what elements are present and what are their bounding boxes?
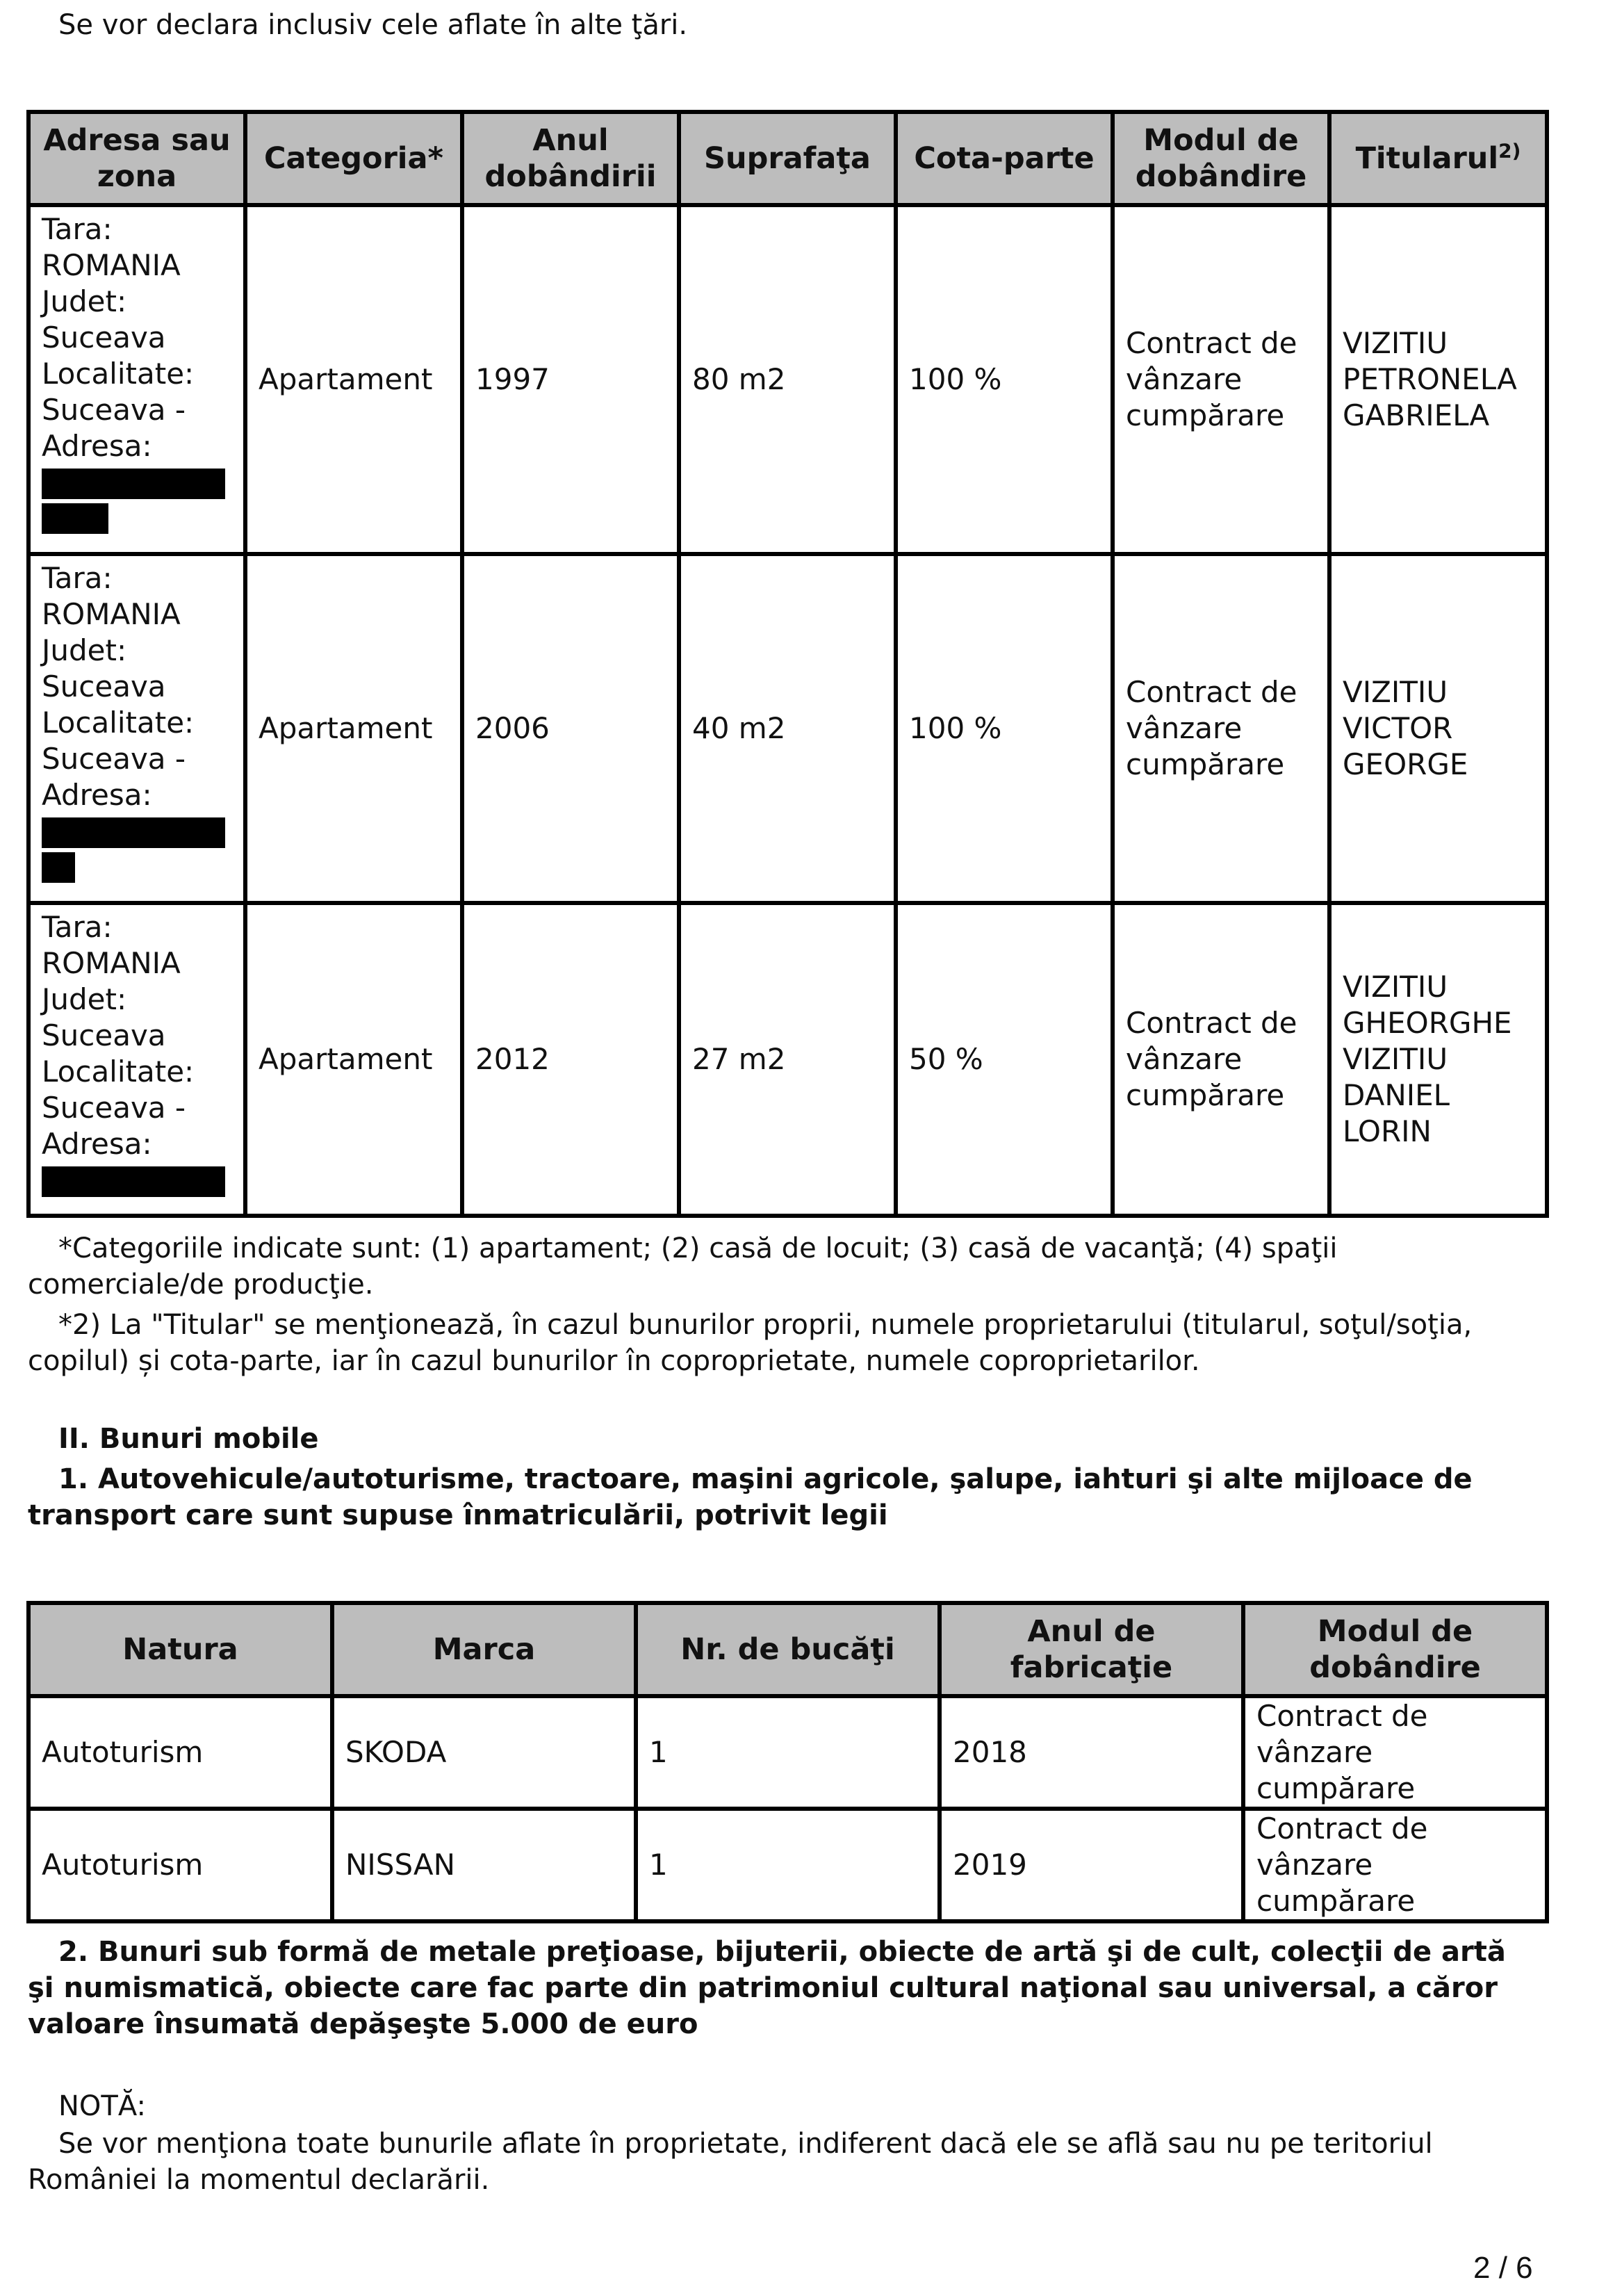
address-line: Suceava bbox=[42, 320, 166, 355]
address-line: Adresa: bbox=[42, 429, 152, 463]
vehicles-header-row bbox=[28, 1603, 1547, 1696]
year-cell: 2012 bbox=[462, 903, 679, 1216]
owner-cell: VIZITIU PETRONELA GABRIELA bbox=[1329, 205, 1547, 554]
category-cell: Apartament bbox=[245, 903, 462, 1216]
header-owner-label: Titularul bbox=[1355, 141, 1499, 176]
redaction-bar bbox=[42, 503, 108, 534]
owner-cell: VIZITIU VICTOR GEORGE bbox=[1329, 554, 1547, 903]
address-line: Tara: bbox=[42, 910, 113, 944]
header-nature: Natura bbox=[28, 1603, 332, 1696]
vehicles-table bbox=[26, 1601, 1549, 1923]
brand-cell: NISSAN bbox=[332, 1809, 636, 1921]
area-cell: 27 m2 bbox=[679, 903, 896, 1216]
footnote-owner: *2) La "Titular" se menţionează, în cazul bunurilor proprii, numele proprietarului (titularul, soţul/soţia, copilul) și cota-parte, iar în cazul bunurilor în coproprietate, numele coproprietarilor. bbox=[28, 1309, 1473, 1377]
category-cell: Apartament bbox=[245, 554, 462, 903]
header-owner bbox=[1329, 112, 1547, 205]
redaction-bar bbox=[42, 817, 225, 848]
acquisition-mode-cell: Contract de vânzare cumpărare bbox=[1243, 1809, 1547, 1921]
fabrication-year-cell: 2018 bbox=[940, 1696, 1243, 1809]
mode-cell: Contract de vânzare cumpărare bbox=[1113, 205, 1329, 554]
footnote-categories: *Categoriile indicate sunt: (1) apartament; (2) casă de locuit; (3) casă de vacanţă; (4) spaţii comerciale/de producţie. bbox=[28, 1232, 1338, 1301]
nota-text: Se vor menţiona toate bunurile aflate în proprietate, indiferent dacă ele se află sau nu pe teritoriul României la momentul declarării. bbox=[28, 2128, 1433, 2196]
header-address: Adresa sau zona bbox=[28, 112, 245, 205]
count-cell: 1 bbox=[636, 1809, 940, 1921]
nature-cell: Autoturism bbox=[28, 1696, 332, 1809]
header-acquisition-mode: Modul de dobândire bbox=[1243, 1603, 1547, 1696]
section-2-title: II. Bunuri mobile bbox=[58, 1423, 319, 1455]
address-line: Localitate: bbox=[42, 1055, 195, 1089]
section-2-1-title: 1. Autovehicule/autoturisme, tractoare, maşini agricole, şalupe, iahturi şi alte mijloace de transport care sunt supuse înmatriculării, potrivit legii bbox=[28, 1463, 1473, 1531]
address-line: Localitate: bbox=[42, 706, 195, 740]
address-line: Adresa: bbox=[42, 1127, 152, 1161]
redaction-bar bbox=[42, 852, 75, 883]
real-estate-table bbox=[26, 110, 1549, 1218]
area-cell: 40 m2 bbox=[679, 554, 896, 903]
address-cell bbox=[28, 554, 245, 903]
share-cell: 100 % bbox=[896, 554, 1113, 903]
mode-cell: Contract de vânzare cumpărare bbox=[1113, 554, 1329, 903]
table-row bbox=[28, 903, 1547, 1216]
address-line: Localitate: bbox=[42, 357, 195, 391]
address-cell bbox=[28, 903, 245, 1216]
section-2-2-title: 2. Bunuri sub formă de metale preţioase, bijuterii, obiecte de artă şi de cult, colecţii de artă şi numismatică, obiecte care fac parte din patrimoniul cultural naţional sau universal, a căror valoare însumată depăşeşte 5.000 de euro bbox=[28, 1936, 1506, 2040]
redaction-bar bbox=[42, 469, 225, 499]
header-category: Categoria* bbox=[245, 112, 462, 205]
address-line: Tara: bbox=[42, 561, 113, 595]
header-share: Cota-parte bbox=[896, 112, 1113, 205]
nature-cell: Autoturism bbox=[28, 1809, 332, 1921]
header-area: Suprafaţa bbox=[679, 112, 896, 205]
nota-label: NOTĂ: bbox=[58, 2090, 146, 2122]
address-line: ROMANIA bbox=[42, 597, 181, 631]
address-line: Suceava - bbox=[42, 1091, 186, 1125]
table-row bbox=[28, 1809, 1547, 1921]
header-owner-sup: 2) bbox=[1498, 139, 1521, 163]
header-brand: Marca bbox=[332, 1603, 636, 1696]
address-line: Suceava bbox=[42, 669, 166, 703]
owner-cell: VIZITIU GHEORGHE VIZITIU DANIEL LORIN bbox=[1329, 903, 1547, 1216]
address-line: Adresa: bbox=[42, 778, 152, 812]
address-line: Tara: bbox=[42, 212, 113, 246]
address-cell bbox=[28, 205, 245, 554]
page-number: 2 / 6 bbox=[1473, 2251, 1533, 2285]
address-line: Judet: bbox=[42, 633, 127, 667]
address-line: ROMANIA bbox=[42, 248, 181, 282]
category-cell: Apartament bbox=[245, 205, 462, 554]
mode-cell: Contract de vânzare cumpărare bbox=[1113, 903, 1329, 1216]
address-line: Judet: bbox=[42, 982, 127, 1016]
address-line: Judet: bbox=[42, 284, 127, 318]
year-cell: 1997 bbox=[462, 205, 679, 554]
real-estate-header-row bbox=[28, 112, 1547, 205]
acquisition-mode-cell: Contract de vânzare cumpărare bbox=[1243, 1696, 1547, 1809]
address-line: Suceava - bbox=[42, 393, 186, 427]
header-fabrication-year: Anul de fabricaţie bbox=[940, 1603, 1243, 1696]
header-mode: Modul de dobândire bbox=[1113, 112, 1329, 205]
fabrication-year-cell: 2019 bbox=[940, 1809, 1243, 1921]
address-line: ROMANIA bbox=[42, 946, 181, 980]
share-cell: 100 % bbox=[896, 205, 1113, 554]
table-row bbox=[28, 1696, 1547, 1809]
brand-cell: SKODA bbox=[332, 1696, 636, 1809]
table-row bbox=[28, 205, 1547, 554]
address-line: Suceava - bbox=[42, 742, 186, 776]
redaction-bar bbox=[42, 1166, 225, 1197]
header-count: Nr. de bucăţi bbox=[636, 1603, 940, 1696]
top-note: Se vor declara inclusiv cele aflate în alte ţări. bbox=[58, 9, 688, 41]
address-line: Suceava bbox=[42, 1018, 166, 1052]
count-cell: 1 bbox=[636, 1696, 940, 1809]
year-cell: 2006 bbox=[462, 554, 679, 903]
header-year: Anul dobândirii bbox=[462, 112, 679, 205]
share-cell: 50 % bbox=[896, 903, 1113, 1216]
area-cell: 80 m2 bbox=[679, 205, 896, 554]
table-row bbox=[28, 554, 1547, 903]
